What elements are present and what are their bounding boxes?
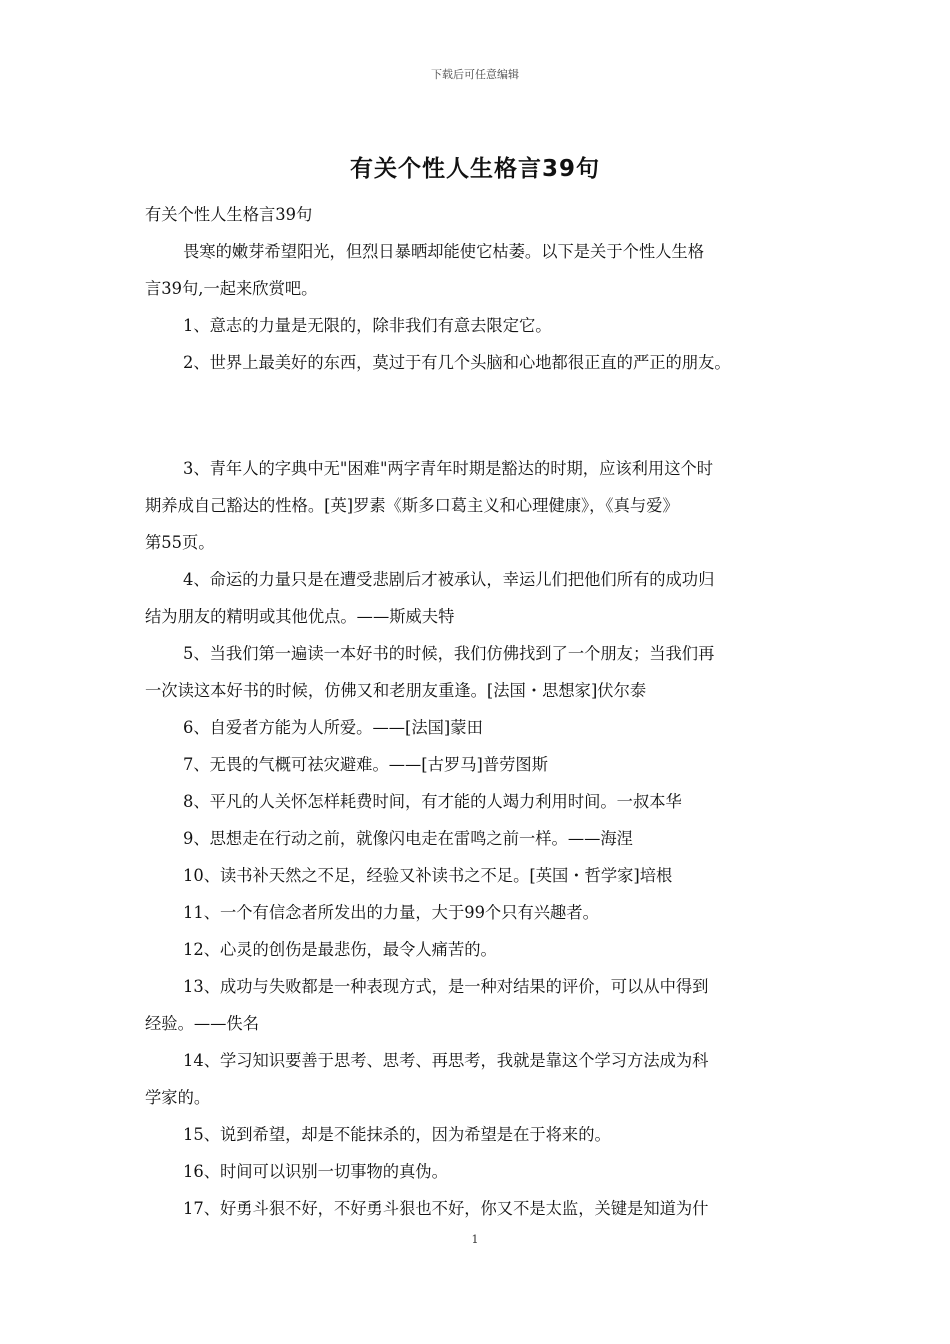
paragraph-line: 期养成自己豁达的性格。[英]罗素《斯多口葛主义和心理健康》，《真与爱》 xyxy=(145,496,679,515)
paragraph-line: 1、意志的力量是无限的，除非我们有意去限定它。 xyxy=(183,316,552,335)
paragraph-line: 16、时间可以识别一切事物的真伪。 xyxy=(183,1162,448,1181)
paragraph-line: 畏寒的嫩芽希望阳光，但烈日暴晒却能使它枯萎。以下是关于个性人生格 xyxy=(183,242,705,261)
paragraph-line: 8、平凡的人关怀怎样耗费时间，有才能的人竭力利用时间。一叔本华 xyxy=(183,792,682,811)
paragraph-line: 3、青年人的字典中无"困难"两字青年时期是豁达的时期，应该利用这个时 xyxy=(183,459,714,478)
paragraph-line: 11、一个有信念者所发出的力量，大于99个只有兴趣者。 xyxy=(183,903,599,922)
paragraph-line: 结为朋友的精明或其他优点。——斯威夫特 xyxy=(145,607,455,626)
paragraph-line: 经验。——佚名 xyxy=(145,1014,259,1033)
paragraph-line: 5、当我们第一遍读一本好书的时候，我们仿佛找到了一个朋友；当我们再 xyxy=(183,644,715,663)
paragraph-line: 学家的。 xyxy=(145,1088,211,1107)
paragraph-line: 17、好勇斗狠不好，不好勇斗狠也不好，你又不是太监，关键是知道为什 xyxy=(183,1199,709,1218)
document-title: 有关个性人生格言39句 xyxy=(349,156,600,182)
paragraph-line: 15、说到希望，却是不能抹杀的，因为希望是在于将来的。 xyxy=(183,1125,611,1144)
paragraph-line: 12、心灵的创伤是最悲伤，最令人痛苦的。 xyxy=(183,940,497,959)
paragraph-line: 14、学习知识要善于思考、思考、再思考，我就是靠这个学习方法成为科 xyxy=(183,1051,709,1070)
paragraph-line: 第55页。 xyxy=(145,533,215,552)
document-body xyxy=(145,196,825,1227)
paragraph-line: 有关个性人生格言39句 xyxy=(145,205,313,224)
paragraph-line: 6、自爱者方能为人所爱。——[法国]蒙田 xyxy=(183,718,483,737)
paragraph-line: 7、无畏的气概可祛灾避难。——[古罗马]普劳图斯 xyxy=(183,755,548,774)
blank-line xyxy=(145,397,825,434)
paragraph-line: 言39句,一起来欣赏吧。 xyxy=(145,279,318,298)
paragraph-line: 13、成功与失败都是一种表现方式，是一种对结果的评价，可以从中得到 xyxy=(183,977,709,996)
page-number: 1 xyxy=(471,1233,479,1246)
page-header: 下载后可任意编辑 xyxy=(431,68,519,81)
paragraph-line: 2、世界上最美好的东西，莫过于有几个头脑和心地都很正直的严正的朋友。 xyxy=(183,353,731,372)
paragraph-line: 10、读书补天然之不足，经验又补读书之不足。[英国・哲学家]培根 xyxy=(183,866,673,885)
paragraph-line: 9、思想走在行动之前，就像闪电走在雷鸣之前一样。——海涅 xyxy=(183,829,633,848)
paragraph-line: 4、命运的力量只是在遭受悲剧后才被承认，幸运儿们把他们所有的成功归 xyxy=(183,570,715,589)
paragraph-line: 一次读这本好书的时候，仿佛又和老朋友重逢。[法国・思想家]伏尔泰 xyxy=(145,681,647,700)
